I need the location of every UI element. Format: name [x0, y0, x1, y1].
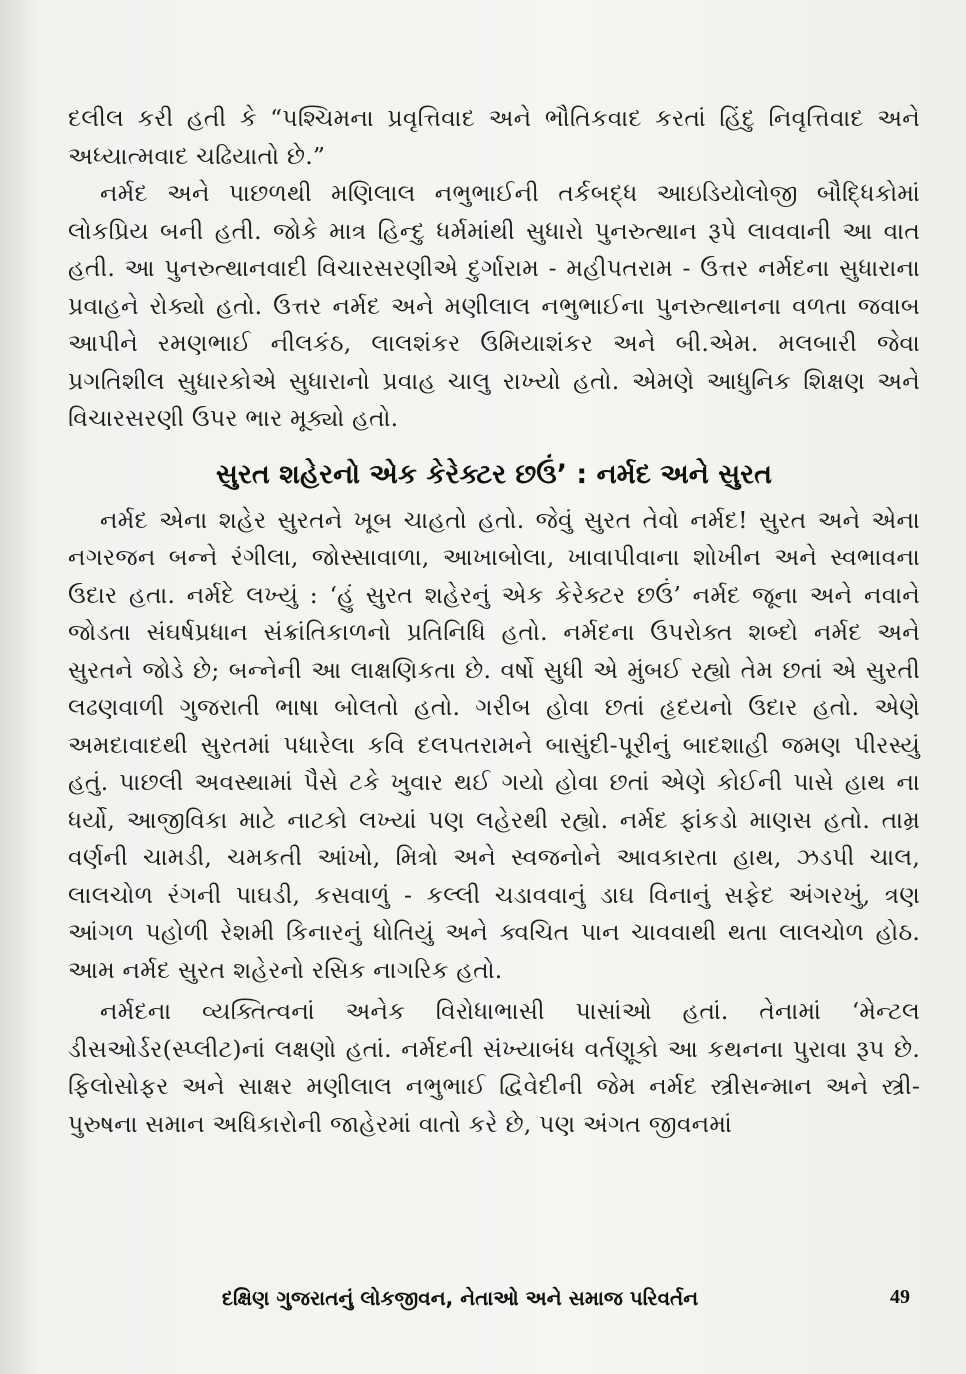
page-body — [68, 100, 920, 1143]
paragraph-ideology: નર્મદ અને પાછળથી મણિલાલ નભુભાઈની તર્કબદ્ધ આઇડિયોલોજી બૌદ્ધિકોમાં લોકપ્રિય બની હતી. જોકે માત્ર હિન્દુ ધર્મમાંથી સુધારો પુનરુત્થાન રૂપે લાવવાની આ વાત હતી. આ પુનરુત્થાનવાદી વિચારસરણીએ દુર્ગારામ - મહીપતરામ - ઉત્તર નર્મદના સુધારાના પ્રવાહને રોક્યો હતો. ઉત્તર નર્મદ અને મણીલાલ નભુભાઈના પુનરુત્થાનના વળતા જવાબ આપીને રમણભાઈ નીલકંઠ, લાલશંકર ઉમિયાશંકર અને બી.એમ. મલબારી જેવા પ્રગતિશીલ સુધારકોએ સુધારાનો પ્રવાહ ચાલુ રાખ્યો હતો. એમણે આધુનિક શિક્ષણ અને વિચારસરણી ઉપર ભાર મૂક્યો હતો. — [68, 179, 920, 432]
page-footer — [0, 1286, 966, 1326]
section-heading: સુરત શહેરનો એક કેરેક્ટર છઉં’ : નર્મદ અને સુરત — [216, 458, 772, 490]
page-number: 49 — [890, 1286, 910, 1308]
paragraph-personality: નર્મદના વ્યક્તિત્વનાં અનેક વિરોધાભાસી પાસાંઓ હતાં. તેનામાં ‘મેન્ટલ ડીસઓર્ડર(સ્પ્લીટ)નાં લક્ષણો હતાં. નર્મદની સંખ્યાબંધ વર્તણૂકો આ કથનના પુરાવા રૂપ છે. ફિલોસોફર અને સાક્ષર મણીલાલ નભુભાઈ દ્વિવેદીની જેમ નર્મદ સ્ત્રીસન્માન અને સ્ત્રી-પુરુષના સમાન અધિકારોની જાહેરમાં વાતો કરે છે, પણ અંગત જીવનમાં — [68, 997, 920, 1138]
paragraph-continued: દલીલ કરી હતી કે “પશ્ચિમના પ્રવૃત્તિવાદ અને ભૌતિકવાદ કરતાં હિંદુ નિવૃત્તિવાદ અને અધ્યાત્મવાદ ચઢિયાતો છે.” — [68, 104, 920, 170]
running-footer-title: દક્ષિણ ગુજરાતનું લોકજીવન, નેતાઓ અને સમાજ પરિવર્તન — [221, 1286, 699, 1310]
paragraph-narmad-surat: નર્મદ એના શહેર સુરતને ખૂબ ચાહતો હતો. જેવું સુરત તેવો નર્મદ! સુરત અને એના નગરજન બન્ને રંગીલા, જોસ્સાવાળા, આખાબોલા, ખાવાપીવાના શોખીન અને સ્વભાવના ઉદાર હતા. નર્મદે લખ્યું : ‘હું સુરત શહેરનું એક કેરેક્ટર છઉં’ નર્મદ જૂના અને નવાને જોડતા સંઘર્ષપ્રધાન સંક્રાંતિકાળનો પ્રતિનિધિ હતો. નર્મદના ઉપરોક્ત શબ્દો નર્મદ અને સુરતને જોડે છે; બન્નેની આ લાક્ષણિકતા છે. વર્ષો સુધી એ મુંબઈ રહ્યો તેમ છતાં એ સુરતી લઢણવાળી ગુજરાતી ભાષા બોલતો હતો. ગરીબ હોવા છતાં હૃદયનો ઉદાર હતો. એણે અમદાવાદથી સુરતમાં પધારેલા કવિ દલપતરામને બાસુંદી-પૂરીનું બાદશાહી જમણ પીરસ્યું હતું. પાછલી અવસ્થામાં પૈસે ટકે ખુવાર થઈ ગયો હોવા છતાં એણે કોઈની પાસે હાથ ના ધર્યો, આજીવિકા માટે નાટકો લખ્યાં પણ લહેરથી રહ્યો. નર્મદ ફાંકડો માણસ હતો. તામ્ર વર્ણની ચામડી, ચમકતી આંખો, મિત્રો અને સ્વજનોને આવકારતા હાથ, ઝડપી ચાલ, લાલચોળ રંગની પાઘડી, કસવાળું - કલ્લી ચડાવવાનું ડાઘ વિનાનું સફેદ અંગરખું, ત્રણ આંગળ પહોળી રેશમી કિનારનું ધોતિયું અને ક્વચિત પાન ચાવવાથી થતા લાલચોળ હોઠ. આમ નર્મદ સુરત શહેરનો રસિક નાગરિક હતો. — [68, 505, 920, 984]
